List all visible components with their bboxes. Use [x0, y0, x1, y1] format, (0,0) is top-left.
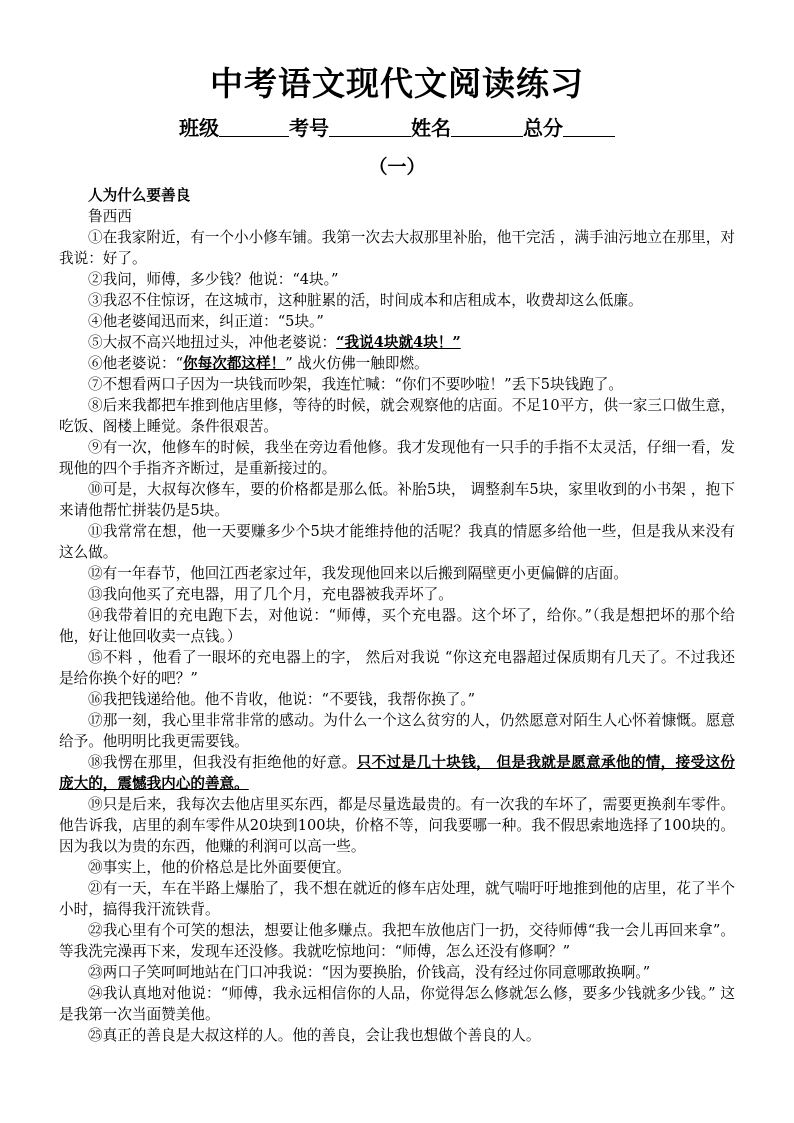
paragraph-24: ㉔我认真地对他说：“师傅，我永远相信你的人品，你觉得怎么修就怎么修，要多少钱就多少钱。” 这是我第一次当面赞美他。: [59, 985, 735, 1023]
paragraph-18: [59, 752, 735, 794]
paragraph-9: ⑨有一次，他修车的时候，我坐在旁边看他修。我才发现他有一只手的手指不太灵活，仔细一看，发现他的四个手指齐齐断过，是重新接过的。: [59, 439, 735, 477]
paragraph-4: ④他老婆闻迅而来，纠正道：“5块。”: [88, 313, 324, 330]
student-info-line: [0, 112, 794, 141]
paragraph-12: ⑫有一年春节，他回江西老家过年，我发现他回来以后搬到隔壁更小更偏僻的店面。: [88, 565, 628, 582]
paragraph-5-text: ⑤大叔不高兴地扭过头，冲他老婆说：: [88, 334, 337, 351]
article-body: [59, 185, 735, 1046]
paragraph-18-underlined: 只不过是几十块钱， 但是我就是愿意承他的情，接受这份庞大的，震憾我内心的善意。: [59, 754, 735, 792]
paragraph-16: ⑯我把钱递给他。他不肯收，他说：“不要钱，我帮你换了。”: [88, 691, 476, 708]
paragraph-22: ㉒我心里有个可笑的想法，想要让他多赚点。我把车放他店门一扔，交待师傅“我一会儿再回来拿”。等我洗完澡再下来，发现车还没修。我就吃惊地问：“师傅，怎么还没有修啊？”: [59, 922, 735, 960]
class-blank: [219, 118, 289, 137]
score-blank: [563, 118, 615, 137]
paragraph-8: ⑧后来我都把车推到他店里修，等待的时候，就会观察他的店面。不足10平方，供一家三口做生意，吃饭、阁楼上睡觉。条件很艰苦。: [59, 397, 735, 435]
paragraph-3: ③我忍不住惊讶，在这城市，这种脏累的活，时间成本和店租成本，收费却这么低廉。: [88, 292, 643, 309]
paragraph-6: [59, 353, 735, 374]
paragraph-25: ㉕真正的善良是大叔这样的人。他的善良，会让我也想做个善良的人。: [88, 1027, 541, 1044]
paragraph-5-underlined: “我说4块就4块！”: [336, 334, 461, 351]
paragraph-14: ⑭我带着旧的充电跑下去，对他说：“师傅，买个充电器。这个坏了，给你。”（我是想把坏的那个给他，好让他回收卖一点钱。）: [59, 607, 735, 645]
paragraph-18-text: ⑱我愣在那里，但我没有拒绝他的好意。: [88, 754, 357, 771]
paragraph-21: ㉑有一天，车在半路上爆胎了，我不想在就近的修车店处理，就气喘吁吁地推到他的店里，花了半个小时，搞得我汗流铁背。: [59, 880, 735, 918]
paragraph-2: ②我问，师傅，多少钱？他说：“4块。”: [88, 271, 339, 288]
paragraph-6-underlined: 你每次都这样！: [183, 355, 286, 372]
paragraph-1: ①在我家附近，有一个小小修车铺。我第一次去大叔那里补胎，他干完活 ，满手油污地立在那里，对我说：好了。: [59, 229, 735, 267]
section-number: （一）: [368, 156, 426, 178]
name-label: 姓名: [411, 116, 451, 140]
paragraph-23: ㉓两口子笑呵呵地站在门口冲我说：“因为要换胎，价钱高，没有经过你同意哪敢换啊。”: [88, 964, 651, 981]
paragraph-7: ⑦不想看两口子因为一块钱而吵架，我连忙喊：“你们不要吵啦！”丢下5块钱跑了。: [88, 376, 623, 393]
paragraph-15: ⑮不料 ，他看了一眼坏的充电器上的字， 然后对我说 “你这充电器超过保质期有几天了。不过我还是给你换个好的吧？”: [59, 649, 735, 687]
exam-no-blank: [329, 118, 411, 137]
score-label: 总分: [523, 116, 563, 140]
name-blank: [451, 118, 523, 137]
paragraph-19: ⑲只是后来，我每次去他店里买东西，都是尽量选最贵的。有一次我的车坏了，需要更换刹车零件。他告诉我，店里的刹车零件从20块到100块，价格不等，问我要哪一种。我不假思索地选择了100块的。因为我以为贵的东西，他赚的利润可以高一些。: [59, 796, 735, 855]
page-title: 中考语文现代文阅读练习: [210, 64, 584, 103]
article-title: 人为什么要善良: [88, 187, 191, 204]
paragraph-11: ⑪我常常在想，他一天要赚多少个5块才能维持他的活呢？我真的情愿多给他一些，但是我从来没有这么做。: [59, 523, 735, 561]
article-author: 鲁西西: [88, 208, 132, 225]
paragraph-20: ⑳事实上，他的价格总是比外面要便宜。: [88, 859, 351, 876]
exam-no-label: 考号: [289, 116, 329, 140]
paragraph-10: ⑩可是，大叔每次修车，要的价格都是那么低。补胎5块， 调整刹车5块，家里收到的小书架 ，抱下来请他帮忙拼装仍是5块。: [59, 481, 735, 519]
paragraph-6-text-b: ” 战火仿佛一触即燃。: [285, 355, 429, 372]
paragraph-5: [59, 332, 735, 353]
paragraph-17: ⑰那一刻，我心里非常非常的感动。为什么一个这么贫穷的人，仍然愿意对陌生人心怀着慷慨。愿意给予。他明明比我更需要钱。: [59, 712, 735, 750]
paragraph-6-text-a: ⑥他老婆说：“: [88, 355, 184, 372]
class-label: 班级: [179, 116, 219, 140]
paragraph-13: ⑬我向他买了充电器，用了几个月，充电器被我弄坏了。: [88, 586, 453, 603]
